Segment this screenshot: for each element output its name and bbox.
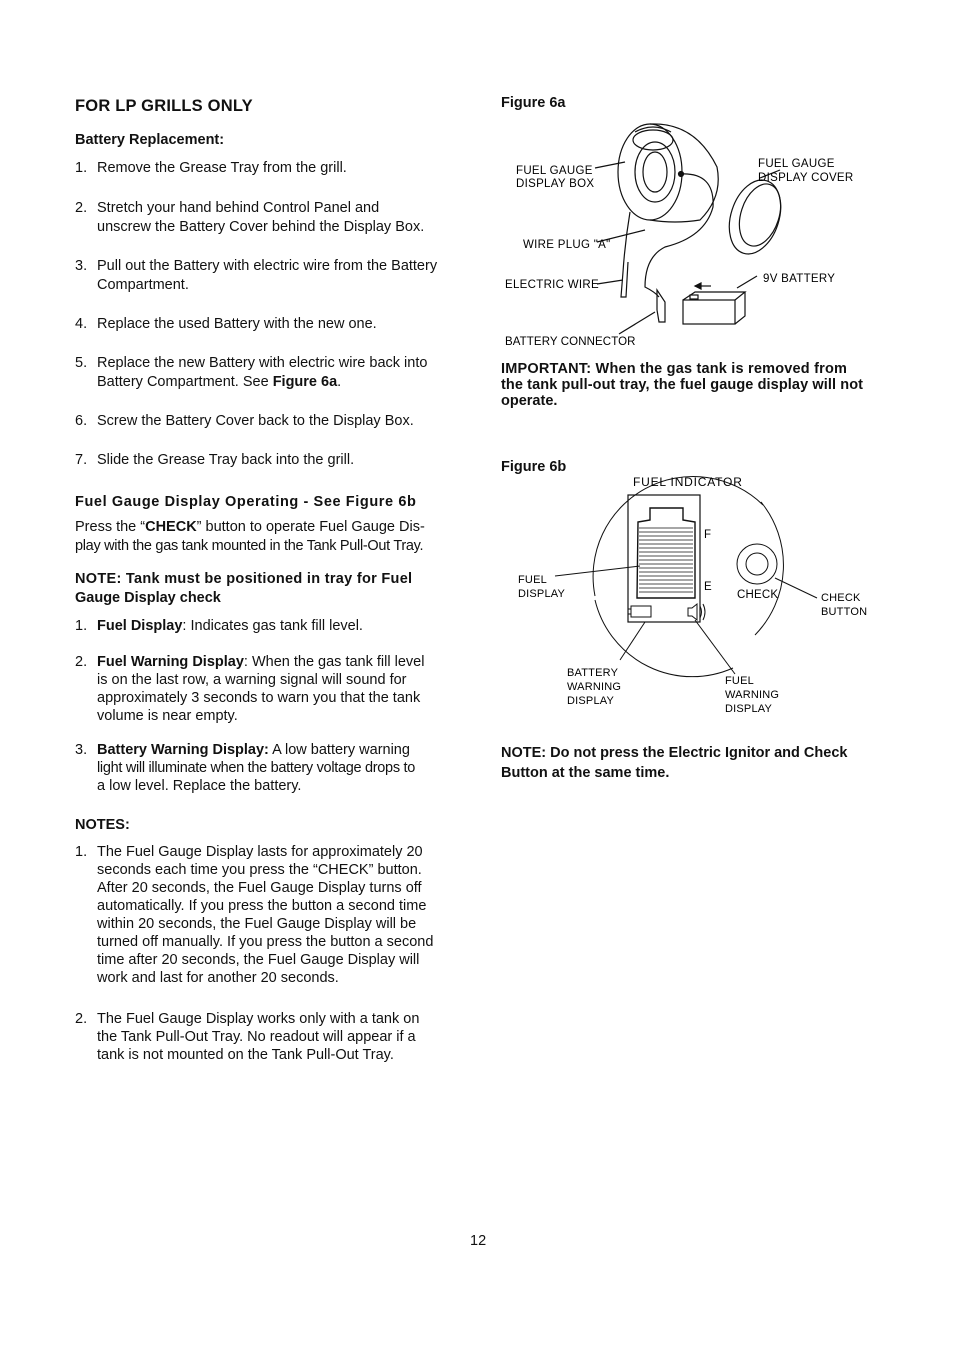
display-cover-label: DISPLAY COVER [758,172,854,184]
full-mark: F [704,529,712,541]
battery-warning-label: WARNING [567,681,622,693]
notes-heading: NOTES: [75,817,130,833]
note-text: The Fuel Gauge Display works only with a tank on [97,1011,420,1027]
important-note: IMPORTANT: When the gas tank is removed from [501,361,848,377]
fuel-warning-label: DISPLAY [725,703,773,715]
display-item: is on the last row, a warning signal will sound for [97,672,407,688]
step-text: unscrew the Battery Cover behind the Display Box. [97,219,425,235]
wire-plug-label: WIRE PLUG "A" [523,239,611,251]
step-number: 1. [75,160,88,176]
figure-6a-label: Figure 6a [501,95,566,111]
step-text: Replace the used Battery with the new one. [97,316,377,332]
step-text: Remove the Grease Tray from the grill. [97,160,347,176]
note-text: turned off manually. If you press the button a second [97,934,434,950]
note-number: 2. [75,1011,88,1027]
note-heading: NOTE: Tank must be positioned in tray for Fuel [75,571,413,587]
note-heading: Gauge Display check [75,590,221,606]
battery-connector-label: BATTERY CONNECTOR [505,336,636,348]
step-text: Slide the Grease Tray back into the grill. [97,452,355,468]
battery-warning-label: DISPLAY [567,695,615,707]
ignitor-note: NOTE: Do not press the Electric Ignitor and Check [501,745,848,761]
item-number: 1. [75,618,88,634]
gauge-frame [628,495,700,622]
step-number: 3. [75,258,88,274]
display-item: Fuel Display: Indicates gas tank fill level. [97,618,363,634]
note-number: 1. [75,844,88,860]
step-text: Replace the new Battery with electric wire back into [97,355,428,371]
item-number: 2. [75,654,88,670]
item-number: 3. [75,742,88,758]
step-number: 5. [75,355,88,371]
note-text: After 20 seconds, the Fuel Gauge Display turns off [97,880,422,896]
step-number: 6. [75,413,88,429]
fuel-warning-icon [688,604,697,620]
check-button-outer [737,544,777,584]
display-item: Fuel Warning Display: When the gas tank fill level [97,654,425,670]
note-text: seconds each time you press the “CHECK” button. [97,862,422,878]
check-button-label: CHECK [821,592,861,604]
note-text: tank is not mounted on the Tank Pull-Out Tray. [97,1047,394,1063]
note-text: automatically. If you press the button a second time [97,898,427,914]
note-text: within 20 seconds, the Fuel Gauge Display will be [97,916,417,932]
important-note: the tank pull-out tray, the fuel gauge display will not [501,377,864,393]
fuel-gauge-paragraph: play with the gas tank mounted in the Tank Pull-Out Tray. [75,538,424,554]
display-item: a low level. Replace the battery. [97,778,302,794]
fuel-display-label: FUEL [518,574,547,586]
page-number: 12 [470,1233,487,1249]
figure-6a-illustration [495,112,875,352]
step-text: Battery Compartment. See Figure 6a. [97,374,342,390]
check-button-label: BUTTON [821,606,868,618]
display-item: light will illuminate when the battery voltage drops to [97,760,415,776]
electric-wire-label: ELECTRIC WIRE [505,279,599,291]
step-number: 2. [75,200,88,216]
figure-6b-label: Figure 6b [501,459,567,475]
battery-warning-label: BATTERY [567,667,619,679]
note-text: time after 20 seconds, the Fuel Gauge Display will [97,952,420,968]
step-number: 4. [75,316,88,332]
battery-replacement-heading: Battery Replacement: [75,132,225,148]
fuel-indicator-label: FUEL INDICATOR [633,475,743,489]
step-text: Compartment. [97,277,189,293]
ignitor-note: Button at the same time. [501,765,670,781]
fuel-level-rows [639,528,693,592]
battery-9v-label: 9V BATTERY [763,273,836,285]
display-item: approximately 3 seconds to warn you that the tank [97,690,421,706]
fuel-warning-label: WARNING [725,689,780,701]
display-item: volume is near empty. [97,708,238,724]
step-number: 7. [75,452,88,468]
battery-connector [657,290,665,322]
display-box-side [650,124,718,222]
battery-warning-icon [631,606,651,617]
step-text: Screw the Battery Cover back to the Display Box. [97,413,414,429]
note-text: the Tank Pull-Out Tray. No readout will appear if a [97,1029,416,1045]
step-text: Pull out the Battery with electric wire from the Battery [97,258,438,274]
battery-body [683,300,735,324]
fuel-gauge-heading: Fuel Gauge Display Operating - See Figure 6b [75,494,417,510]
note-text: work and last for another 20 seconds. [97,970,339,986]
display-item: Battery Warning Display: A low battery warning [97,742,410,758]
note-text: The Fuel Gauge Display lasts for approximately 20 [97,844,423,860]
fuel-gauge-display-box-label: FUEL GAUGE [516,165,593,177]
important-note: operate. [501,393,558,409]
display-cover-label: FUEL GAUGE [758,158,835,170]
section-heading: FOR LP GRILLS ONLY [75,97,253,115]
check-text: CHECK [737,589,779,601]
step-text: Stretch your hand behind Control Panel and [97,200,380,216]
empty-mark: E [704,581,712,593]
fuel-warning-label: FUEL [725,675,754,687]
check-button-inner [746,553,768,575]
fuel-gauge-paragraph: Press the “CHECK” button to operate Fuel Gauge Dis- [75,519,425,535]
tank-icon [637,508,695,598]
fuel-display-label: DISPLAY [518,588,566,600]
figure-6b-illustration [495,450,875,725]
fuel-gauge-display-box-label: DISPLAY BOX [516,178,595,190]
